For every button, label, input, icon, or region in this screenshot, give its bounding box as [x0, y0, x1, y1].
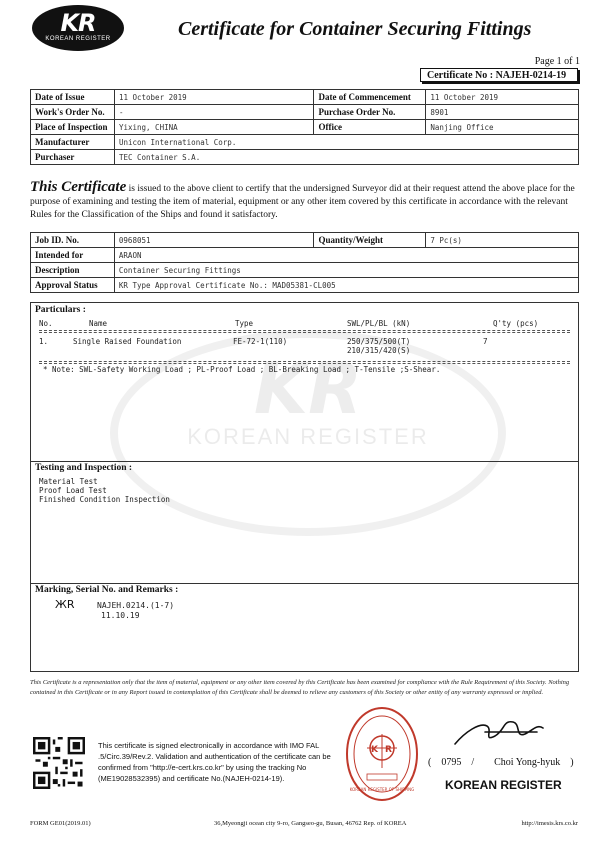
- table-row: [31, 263, 579, 278]
- place-of-inspection-value: Yixing, CHINA: [114, 120, 314, 135]
- purchaser-value: TEC Container S.A.: [114, 150, 578, 165]
- manufacturer-label: Manufacturer: [31, 135, 115, 150]
- table-row: [31, 120, 579, 135]
- table-row: [31, 135, 579, 150]
- surveyor-line: ( 0795 / Choi Yong-hyuk ): [428, 757, 574, 768]
- office-label: Office: [314, 120, 426, 135]
- intro-lead: This Certificate: [30, 179, 127, 195]
- certificate-title: Certificate for Container Securing Fittings: [178, 18, 532, 40]
- kr-logo: [32, 5, 124, 51]
- purchase-order-label: Purchase Order No.: [314, 105, 426, 120]
- office-address: 36,Myeongji ocean city 9-ro, Gangseo-gu, Busan, 46762 Rep. of KOREA: [214, 820, 407, 827]
- row-qty: 7: [483, 337, 488, 346]
- surveyor-separator: /: [471, 757, 475, 768]
- office-value: Nanjing Office: [426, 120, 579, 135]
- particulars-note: * Note: SWL-Safety Working Load ; PL-Proof Load ; BL-Breaking Load ; T-Tensile ;S-Shear.: [43, 365, 441, 374]
- divider: [31, 461, 578, 462]
- certificate-number-box: [420, 68, 578, 82]
- marking-serial: NAJEH.0214.(1-7): [97, 601, 175, 610]
- seal-text: KOREAN REGISTER OF SHIPPING: [349, 787, 415, 792]
- date-of-issue-label: Date of Issue: [31, 90, 115, 105]
- job-id-value: 0968051: [114, 233, 314, 248]
- place-of-inspection-label: Place of Inspection: [31, 120, 115, 135]
- form-number: FORM GE01(2019.01): [30, 820, 91, 827]
- row-type: FE-72-1(110): [233, 337, 288, 346]
- table-row: [31, 105, 579, 120]
- col-swl: SWL/PL/BL (kN): [347, 319, 411, 328]
- surveyor-signature: [425, 712, 585, 752]
- kr-seal: [345, 706, 419, 802]
- website-url: http://imesis.krs.co.kr: [521, 820, 578, 827]
- testing-item: Material Test: [39, 477, 98, 486]
- job-table: [30, 232, 579, 293]
- col-name: Name: [89, 319, 108, 328]
- works-order-label: Work's Order No.: [31, 105, 115, 120]
- divider: [39, 330, 570, 331]
- purchaser-label: Purchaser: [31, 150, 115, 165]
- particulars-label: Particulars :: [35, 305, 86, 315]
- surveyor-code: 0795: [441, 757, 462, 768]
- divider: [39, 363, 570, 364]
- qr-code: [33, 737, 85, 789]
- testing-item: Finished Condition Inspection: [39, 495, 170, 504]
- description-value: Container Securing Fittings: [114, 263, 578, 278]
- manufacturer-value: Unicon International Corp.: [114, 135, 578, 150]
- quantity-value: 7 Pc(s): [426, 233, 579, 248]
- surveyor-name: Choi Yong-hyuk: [494, 757, 561, 768]
- svg-text:K: K: [371, 745, 378, 755]
- header-table: [30, 89, 579, 165]
- divider: [39, 361, 570, 362]
- job-id-label: Job ID. No.: [31, 233, 115, 248]
- page-number: Page 1 of 1: [534, 56, 580, 67]
- approval-status-value: KR Type Approval Certificate No.: MAD05381-CL005: [114, 278, 578, 293]
- disclaimer-text: This Certificate is a representation only that the item of material, equipment or any other item covered by this Certificate has been examined for compliance with the Rule Requirement of this Society. Nothing contained in this Certificate or in any Report issued in contemplation of this Certificate shall be deemed to relieve any customers of this Society or other entity of any warranty expressed or implied.: [30, 679, 570, 696]
- svg-text:R: R: [385, 745, 392, 755]
- divider: [39, 332, 570, 333]
- divider: [31, 583, 578, 584]
- electronic-signature-note: This certificate is signed electronically in accordance with IMO FAL .5/Circ.39/Rev.2. Validation and authentication of the certificate can be confirmed from "http://e-cert.krs.co.kr" by using the tracking No (ME19028532395) and certificate No.(NAJEH-0214-19).: [98, 741, 331, 783]
- col-type: Type: [235, 319, 254, 328]
- intro-text: is issued to the above client to certify that the undersigned Surveyor did at their request attend the above place for the purpose of examining and testing the item of material, equipment or any other item covered by this certificate in accordance with the relevant Rules for the Classification of the Ships and found it satisfactory.: [30, 184, 575, 220]
- description-label: Description: [31, 263, 115, 278]
- kr-stamp-symbol: ЖR: [55, 598, 75, 611]
- row-swl-tensile: 250/375/500(T): [347, 337, 411, 346]
- certificate-number-label: Certificate No :: [427, 70, 494, 81]
- col-qty: Q'ty (pcs): [493, 319, 539, 328]
- row-no: 1.: [39, 337, 49, 346]
- logo-mark: KR: [60, 9, 96, 37]
- marking-label: Marking, Serial No. and Remarks :: [35, 585, 179, 595]
- col-no: No.: [39, 319, 53, 328]
- marking-date: 11.10.19: [101, 611, 140, 620]
- row-name: Single Raised Foundation: [73, 337, 182, 346]
- date-of-issue-value: 11 October 2019: [114, 90, 314, 105]
- quantity-label: Quantity/Weight: [314, 233, 426, 248]
- organization-name: KOREAN REGISTER: [445, 778, 562, 792]
- intended-for-value: ARAON: [114, 248, 578, 263]
- works-order-value: -: [114, 105, 314, 120]
- logo-subtitle: KOREAN REGISTER: [45, 36, 111, 42]
- details-box: [30, 302, 579, 672]
- row-swl-shear: 210/315/420(S): [347, 346, 411, 355]
- watermark-mark: KR: [253, 348, 363, 430]
- table-row: [31, 233, 579, 248]
- table-row: [31, 278, 579, 293]
- intended-for-label: Intended for: [31, 248, 115, 263]
- date-of-commencement-label: Date of Commencement: [314, 90, 426, 105]
- approval-status-label: Approval Status: [31, 278, 115, 293]
- certificate-number-value: NAJEH-0214-19: [495, 70, 567, 81]
- date-of-commencement-value: 11 October 2019: [426, 90, 579, 105]
- table-row: [31, 90, 579, 105]
- table-row: [31, 150, 579, 165]
- purchase-order-value: 8901: [426, 105, 579, 120]
- testing-label: Testing and Inspection :: [35, 463, 133, 473]
- certification-statement: [30, 181, 578, 222]
- watermark-text: KOREAN REGISTER: [187, 424, 429, 449]
- table-row: [31, 248, 579, 263]
- testing-item: Proof Load Test: [39, 486, 107, 495]
